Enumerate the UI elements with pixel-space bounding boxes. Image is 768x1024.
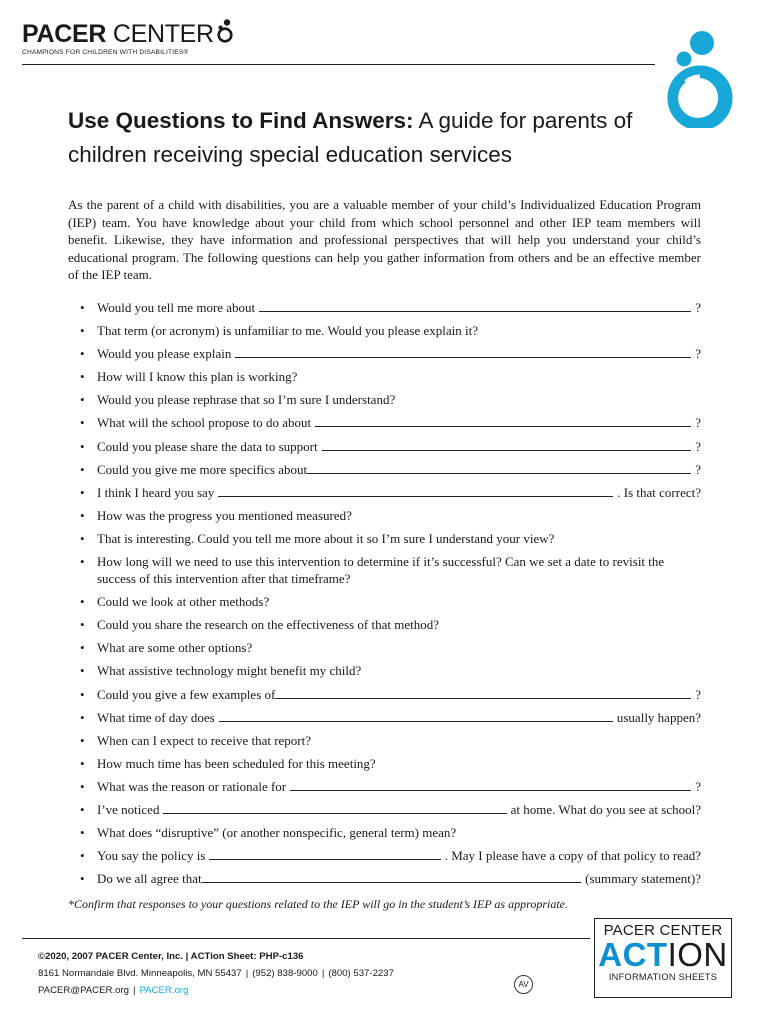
list-item	[80, 639, 701, 656]
website-link[interactable]: PACER.org	[139, 985, 189, 996]
question-text: • What was the reason or rationale for	[97, 778, 287, 794]
fill-in-blank	[163, 802, 506, 814]
list-item	[80, 368, 701, 385]
list-item	[80, 662, 701, 679]
question-mark: ?	[695, 300, 701, 315]
question-text: • What will the school propose to do about	[97, 415, 312, 431]
phone-tollfree: (800) 537-2237	[328, 968, 394, 979]
email-link[interactable]: PACER@PACER.org	[38, 985, 129, 996]
list-item	[80, 299, 701, 316]
question-text: Could we look at other methods?	[97, 594, 270, 610]
question-text: • You say the policy is	[97, 848, 206, 864]
list-item	[80, 438, 701, 455]
question-text: How will I know this plan is working?	[97, 369, 298, 385]
question-text-end: at home. What do you see at school?	[510, 801, 701, 817]
logo-tagline: CHAMPIONS FOR CHILDREN WITH DISABILITIES®	[22, 49, 189, 56]
question-text: • Could you please share the data to support	[97, 438, 318, 454]
question-mark: ?	[695, 686, 701, 702]
question-text: That term (or acronym) is unfamiliar to me. Would you please explain it?	[97, 323, 479, 339]
question-mark: ?	[695, 461, 701, 477]
question-text: • I think I heard you say	[97, 484, 215, 500]
logo-mark-icon	[216, 18, 236, 44]
question-text: • I’ve noticed	[97, 801, 160, 817]
copyright-line: ©2020, 2007 PACER Center, Inc. | ACTion Sheet: PHP-c136	[38, 951, 304, 962]
footer	[38, 948, 394, 999]
list-item	[80, 507, 701, 524]
question-list	[80, 299, 701, 893]
question-text-end: (summary statement)?	[585, 871, 701, 887]
title-bold: Use Questions to Find Answers:	[68, 108, 414, 133]
list-item	[80, 732, 701, 749]
fill-in-blank	[235, 346, 691, 358]
address: 8161 Normandale Blvd. Minneapolis, MN 55437	[38, 968, 242, 979]
list-item	[80, 801, 701, 818]
action-ion: ION	[667, 936, 728, 973]
intro-paragraph: As the parent of a child with disabilities, you are a valuable member of your child’s Individualized Education Program (IEP) team. You have knowledge about your child from which school personnel and other IEP team members will benefit. Likewise, they have information and professional perspectives that will help you understand your child’s educational program. The following questions can help you gather information from others and be an effective member of the IEP team.	[68, 197, 701, 282]
fill-in-blank	[322, 439, 692, 451]
action-box-bottom: INFORMATION SHEETS	[608, 972, 718, 982]
question-mark: ?	[695, 778, 701, 794]
phone-local: (952) 838-9000	[252, 968, 318, 979]
question-text: What does “disruptive” (or another nonspecific, general term) mean?	[97, 825, 457, 841]
divider: |	[321, 968, 325, 979]
pacer-family-icon	[660, 28, 744, 128]
fill-in-blank	[275, 687, 691, 699]
list-item	[80, 322, 701, 339]
av-badge-icon: AV	[514, 975, 533, 994]
question-text: That is interesting. Could you tell me more about it so I’m sure I understand your view?	[97, 530, 555, 546]
list-item	[80, 686, 701, 703]
contact-line	[38, 965, 394, 982]
question-text: • Could you give me more specifics about	[97, 461, 308, 477]
list-item	[80, 709, 701, 726]
list-item	[80, 484, 701, 501]
question-mark: ?	[695, 346, 701, 362]
logo-light: CENTER	[112, 20, 214, 48]
pacer-logo	[22, 22, 236, 56]
action-wordmark	[595, 936, 731, 973]
divider: |	[132, 985, 136, 996]
footnote: *Confirm that responses to your questions related to the IEP will go in the student’s IEP as appropriate.	[68, 897, 568, 911]
fill-in-blank	[307, 462, 691, 474]
action-sheet-badge	[594, 918, 732, 998]
logo-wordmark	[22, 22, 236, 47]
logo-bold: PACER	[22, 20, 107, 48]
action-act: ACT	[598, 936, 668, 973]
question-text: • Would you please explain	[97, 346, 232, 362]
list-item	[80, 824, 701, 841]
header-divider	[22, 64, 655, 65]
question-text: What are some other options?	[97, 640, 253, 656]
divider: |	[245, 968, 249, 979]
fill-in-blank	[290, 779, 691, 791]
title-rest: A guide for parents of children receiving special education services	[68, 108, 633, 167]
page-title	[68, 104, 648, 172]
list-item	[80, 391, 701, 408]
list-item	[80, 553, 701, 587]
fill-in-blank	[219, 710, 613, 722]
question-text: • Do we all agree that	[97, 871, 202, 887]
list-item	[80, 461, 701, 478]
question-text-end: usually happen?	[616, 709, 701, 725]
list-item	[80, 870, 701, 887]
list-item	[80, 616, 701, 633]
list-item	[80, 847, 701, 864]
action-box-top: PACER CENTER	[603, 922, 723, 939]
question-text: • What time of day does	[97, 709, 215, 725]
list-item	[80, 778, 701, 795]
list-item	[80, 593, 701, 610]
fill-in-blank	[202, 871, 581, 883]
question-text: Could you share the research on the effectiveness of that method?	[97, 617, 439, 633]
question-text: How long will we need to use this intervention to determine if it’s successful? Can we set a date to revisit the success of this intervention after that timeframe?	[97, 554, 665, 587]
question-text: When can I expect to receive that report?	[97, 732, 312, 748]
question-text: • Could you give a few examples of	[97, 686, 276, 702]
list-item	[80, 414, 701, 431]
web-line	[38, 982, 394, 999]
question-text-end: . Is that correct?	[617, 484, 701, 500]
fill-in-blank	[218, 485, 613, 497]
list-item	[80, 755, 701, 772]
question-text: • Would you tell me more about	[97, 300, 256, 315]
fill-in-blank	[209, 848, 440, 860]
question-mark: ?	[695, 438, 701, 454]
list-item	[80, 345, 701, 362]
fill-in-blank	[315, 415, 691, 427]
fill-in-blank	[259, 300, 691, 312]
list-item	[80, 530, 701, 547]
question-mark: ?	[695, 415, 701, 431]
question-text: What assistive technology might benefit my child?	[97, 663, 362, 679]
question-text: How much time has been scheduled for this meeting?	[97, 755, 376, 771]
question-text-end: . May I please have a copy of that policy to read?	[444, 848, 701, 864]
question-text: Would you please rephrase that so I’m sure I understand?	[97, 392, 396, 408]
footer-divider	[22, 938, 590, 939]
question-text: How was the progress you mentioned measured?	[97, 507, 352, 523]
